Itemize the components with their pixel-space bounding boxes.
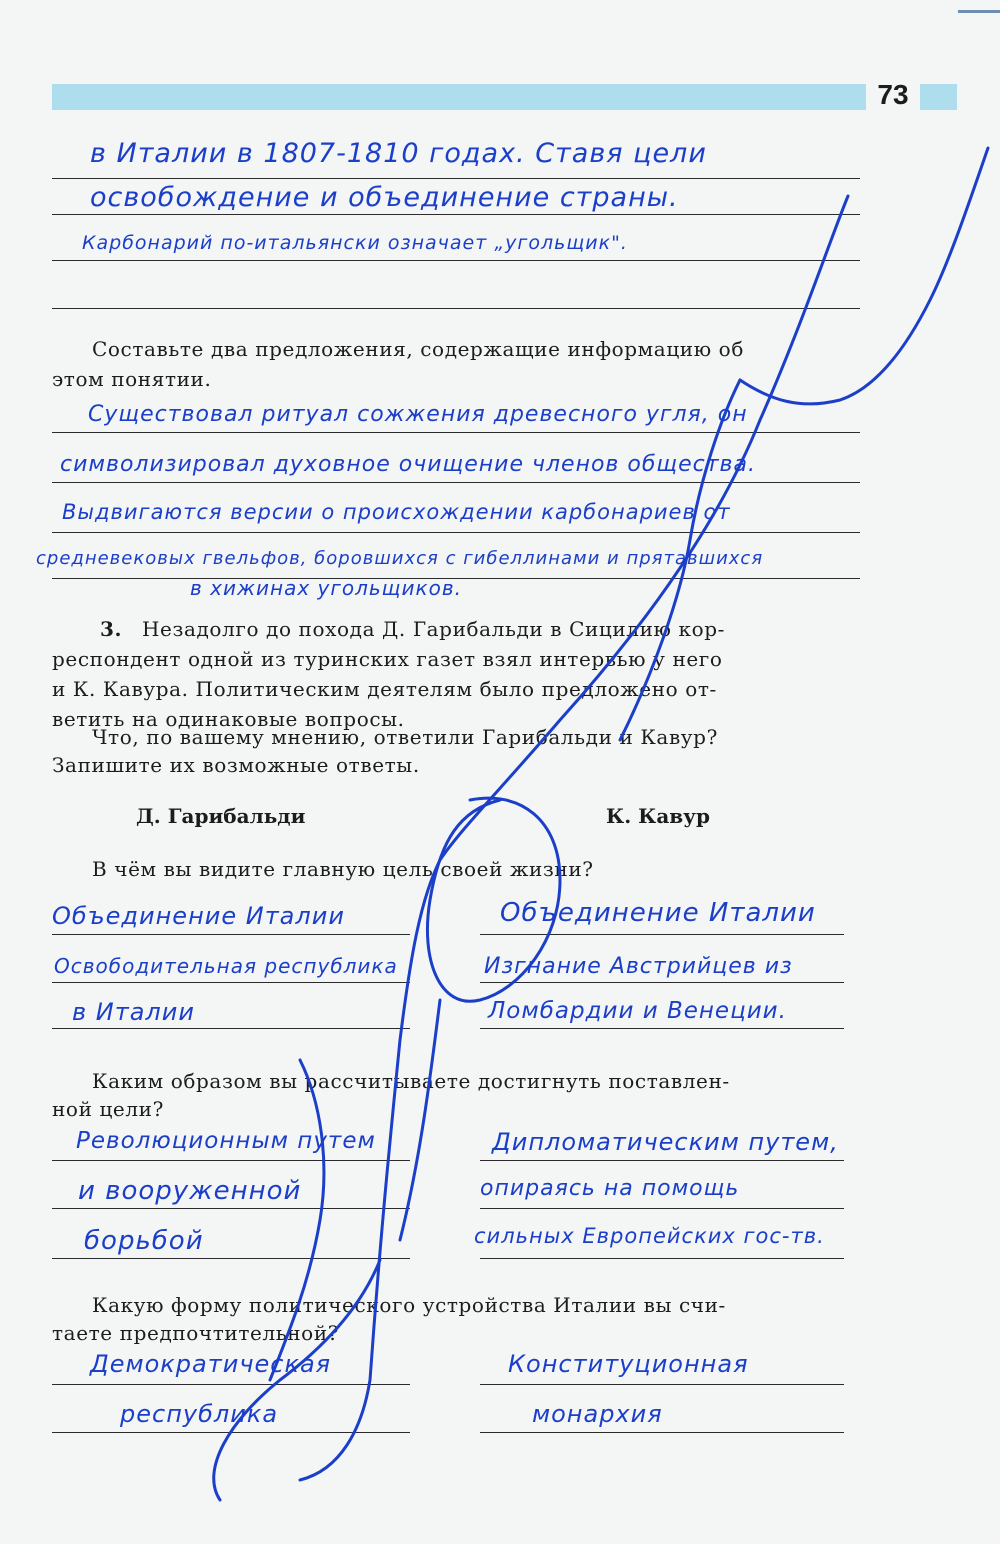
handwritten-answer: Существовал ритуал сожжения древесного угля, он xyxy=(88,402,748,427)
handwritten-answer: Выдвигаются версии о происхождении карбонариев от xyxy=(62,500,731,524)
handwritten-answer: Объединение Италии xyxy=(500,898,816,928)
page-number: 73 xyxy=(866,78,920,112)
handwritten-answer: Дипломатическим путем, xyxy=(492,1128,839,1156)
handwritten-answer: символизировал духовное очищение членов общества. xyxy=(60,452,757,477)
handwritten-answer: освобождение и объединение страны. xyxy=(90,182,679,213)
question-text: таете предпочтительной? xyxy=(52,1321,340,1345)
task2-prompt: Составьте два предложения, содержащие информацию об xyxy=(92,337,744,361)
handwritten-answer: в Италии в 1807-1810 годах. Ставя цели xyxy=(90,138,707,169)
handwritten-answer: опираясь на помощь xyxy=(480,1176,740,1201)
handwritten-answer: средневековых гвельфов, боровшихся с гибеллинами и прятавшихся xyxy=(36,548,764,569)
handwritten-answer: Ломбардии и Венеции. xyxy=(488,998,787,1024)
question-text: ной цели? xyxy=(52,1097,164,1121)
handwritten-answer: Революционным путем xyxy=(76,1128,376,1154)
task-number: 3. xyxy=(100,617,123,641)
task3-text: Незадолго до похода Д. Гарибальди в Сицилию кор- xyxy=(142,617,726,641)
task3-text: ветить на одинаковые вопросы. xyxy=(52,707,405,731)
question-text: Каким образом вы рассчитываете достигнуть поставлен- xyxy=(92,1069,730,1093)
column-heading-cavour: К. Кавур xyxy=(606,804,710,828)
handwritten-answer: сильных Европейских гос-тв. xyxy=(474,1224,825,1248)
handwritten-answer: Объединение Италии xyxy=(52,902,345,930)
task3-text: и К. Кавура. Политическим деятелям было предложено от- xyxy=(52,677,717,701)
handwritten-answer: монархия xyxy=(532,1400,663,1428)
handwritten-answer: борьбой xyxy=(84,1226,204,1256)
task3-text: Запишите их возможные ответы. xyxy=(52,753,420,777)
handwritten-answer: Карбонарий по-итальянски означает „угольщик". xyxy=(82,232,628,254)
question-text: Какую форму политического устройства Италии вы счи- xyxy=(92,1293,726,1317)
check-stroke xyxy=(300,196,848,1480)
check-stroke xyxy=(427,798,560,1001)
handwritten-answer: и вооруженной xyxy=(78,1176,302,1206)
handwritten-answer: Демократическая xyxy=(90,1350,332,1378)
handwritten-answer: Освободительная республика xyxy=(54,954,398,978)
check-stroke xyxy=(214,1260,380,1500)
task2-prompt: этом понятии. xyxy=(52,367,212,391)
column-heading-garibaldi: Д. Гарибальди xyxy=(136,804,306,828)
handwritten-answer: Конституционная xyxy=(508,1350,749,1378)
task3-text: респондент одной из туринских газет взял интервью у него xyxy=(52,647,723,671)
question-text: В чём вы видите главную цель своей жизни? xyxy=(92,857,594,881)
handwritten-answer: республика xyxy=(120,1400,279,1428)
handwritten-answer: в Италии xyxy=(72,998,195,1026)
handwritten-answer: Изгнание Австрийцев из xyxy=(484,954,793,979)
check-stroke xyxy=(270,1060,324,1380)
check-stroke xyxy=(400,1000,440,1240)
handwritten-answer: в хижинах угольщиков. xyxy=(190,576,462,600)
check-stroke xyxy=(740,148,988,404)
check-stroke xyxy=(620,380,740,740)
task3-text: Что, по вашему мнению, ответили Гарибальди и Кавур? xyxy=(92,725,718,749)
